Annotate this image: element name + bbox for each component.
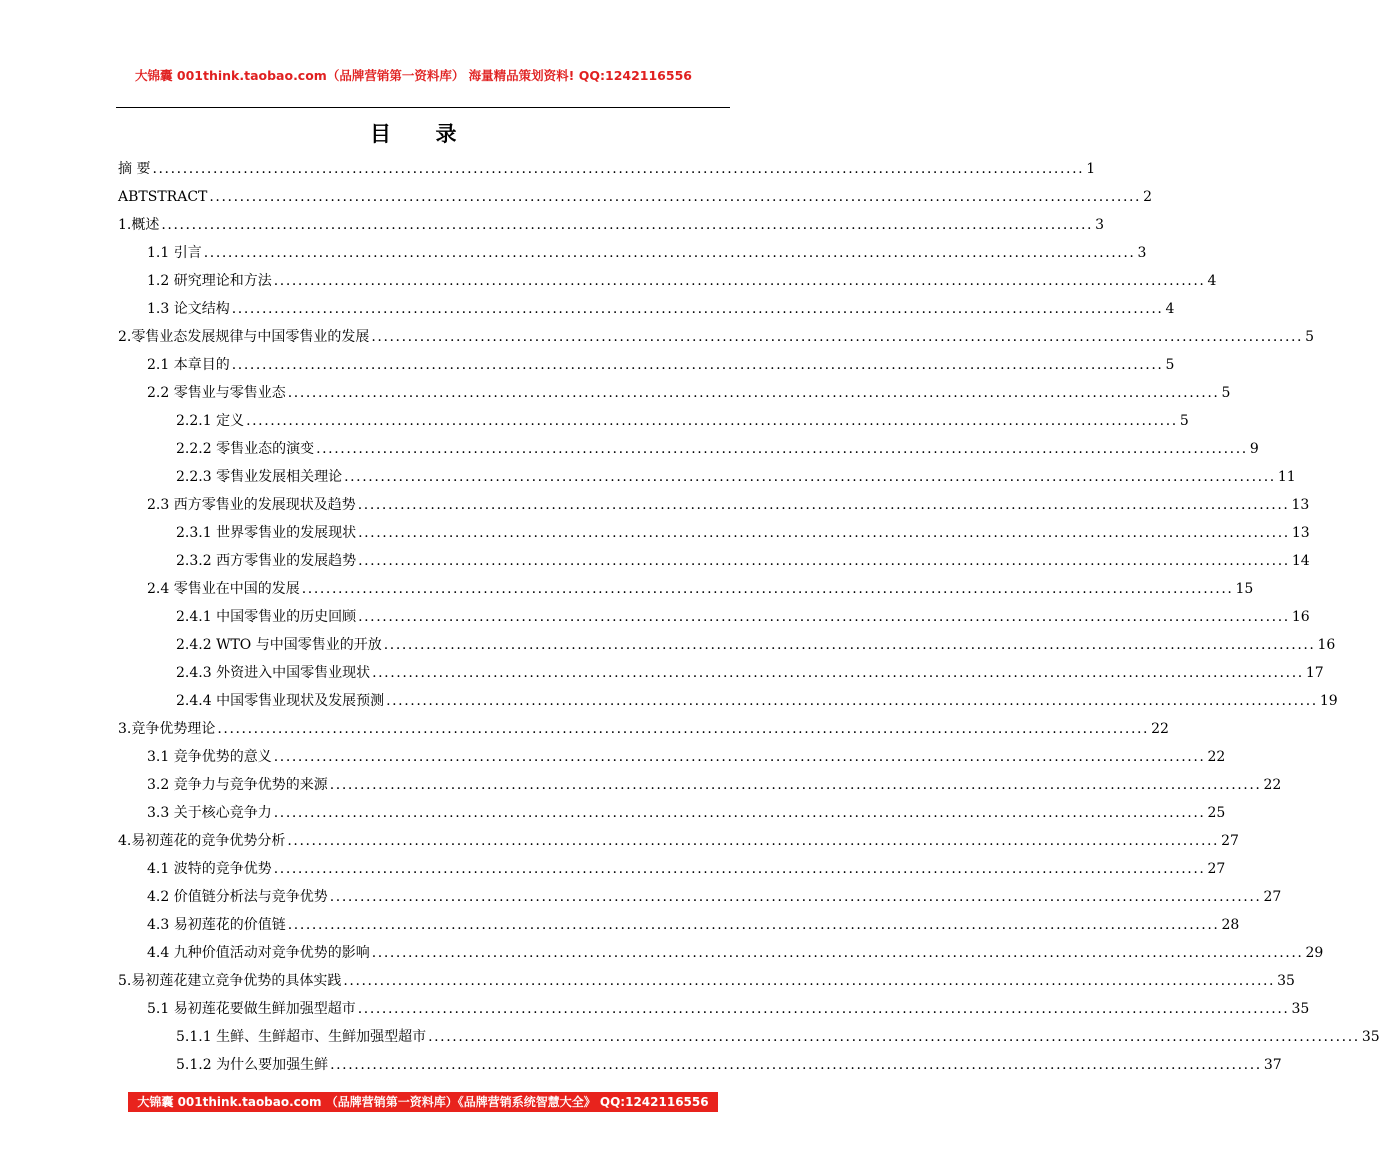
- toc-page-number: 13: [1291, 525, 1310, 541]
- toc-entry[interactable]: [118, 519, 1310, 547]
- toc-dot-leader: ..........................................................................................................................................................: [161, 217, 1094, 233]
- toc-entry[interactable]: [118, 995, 1310, 1023]
- toc-entry-title: 2.4.3 外资进入中国零售业现状: [176, 665, 371, 681]
- toc-entry[interactable]: [118, 183, 1153, 211]
- toc-dot-leader: ..........................................................................................................................................................: [357, 497, 1290, 513]
- toc-entry[interactable]: [118, 631, 1336, 659]
- toc-entry-title: ABTSTRACT: [118, 189, 208, 205]
- toc-entry-title: 2.3.2 西方零售业的发展趋势: [176, 553, 357, 569]
- toc-dot-leader: ..........................................................................................................................................................: [371, 945, 1304, 961]
- toc-dot-leader: ..........................................................................................................................................................: [428, 1029, 1360, 1045]
- toc-dot-leader: ..........................................................................................................................................................: [329, 777, 1262, 793]
- toc-entry[interactable]: [118, 435, 1259, 463]
- toc-entry-title: 5.易初莲花建立竞争优势的具体实践: [118, 973, 342, 989]
- toc-entry-title: 4.2 价值链分析法与竞争优势: [147, 889, 328, 905]
- toc-page-number: 27: [1207, 861, 1226, 877]
- toc-page-number: 27: [1263, 889, 1282, 905]
- toc-entry[interactable]: [118, 827, 1239, 855]
- toc-entry[interactable]: [118, 939, 1324, 967]
- toc-entry-title: 3.竞争优势理论: [118, 721, 216, 737]
- toc-entry-title: 3.2 竞争力与竞争优势的来源: [147, 777, 328, 793]
- toc-entry[interactable]: [118, 883, 1282, 911]
- toc-entry[interactable]: [118, 155, 1096, 183]
- toc-dot-leader: ..........................................................................................................................................................: [231, 301, 1164, 317]
- toc-entry-title: 2.4.4 中国零售业现状及发展预测: [176, 693, 385, 709]
- footer-ad-banner: 大锦囊 001think.taobao.com （品牌营销第一资料库）《品牌营销系统智慧大全》 QQ:1242116556: [128, 1092, 718, 1112]
- toc-dot-leader: ..........................................................................................................................................................: [152, 161, 1085, 177]
- toc-entry-title: 5.1.2 为什么要加强生鲜: [176, 1057, 329, 1073]
- toc-page-number: 35: [1361, 1029, 1380, 1045]
- toc-page-number: 29: [1305, 945, 1324, 961]
- toc-entry[interactable]: [118, 771, 1282, 799]
- toc-entry[interactable]: [118, 351, 1175, 379]
- toc-page-number: 19: [1319, 693, 1338, 709]
- toc-entry-title: 4.易初莲花的竞争优势分析: [118, 833, 286, 849]
- toc-dot-leader: ..........................................................................................................................................................: [357, 1001, 1290, 1017]
- toc-entry[interactable]: [118, 799, 1226, 827]
- toc-entry-title: 1.3 论文结构: [147, 301, 230, 317]
- toc-page-number: 9: [1249, 441, 1259, 457]
- toc-dot-leader: ..........................................................................................................................................................: [273, 273, 1206, 289]
- toc-entry[interactable]: [118, 379, 1231, 407]
- toc-entry[interactable]: [118, 323, 1315, 351]
- toc-entry[interactable]: [118, 603, 1310, 631]
- toc-dot-leader: ..........................................................................................................................................................: [358, 553, 1290, 569]
- toc-dot-leader: ..........................................................................................................................................................: [372, 665, 1304, 681]
- toc-entry-title: 3.3 关于核心竞争力: [147, 805, 272, 821]
- toc-page-number: 3: [1095, 217, 1105, 233]
- toc-entry-title: 2.2.1 定义: [176, 413, 245, 429]
- toc-page-number: 27: [1221, 833, 1239, 849]
- toc-entry-title: 5.1 易初莲花要做生鲜加强型超市: [147, 1001, 356, 1017]
- toc-page-number: 17: [1305, 665, 1324, 681]
- toc-page-number: 28: [1221, 917, 1240, 933]
- toc-dot-leader: ..........................................................................................................................................................: [330, 1057, 1262, 1073]
- toc-dot-leader: ..........................................................................................................................................................: [273, 861, 1206, 877]
- toc-entry-title: 4.3 易初莲花的价值链: [147, 917, 286, 933]
- toc-page-number: 14: [1291, 553, 1310, 569]
- toc-dot-leader: ..........................................................................................................................................................: [287, 385, 1220, 401]
- toc-entry[interactable]: [118, 687, 1338, 715]
- toc-page-number: 25: [1207, 805, 1226, 821]
- toc-entry-title: 5.1.1 生鲜、生鲜超市、生鲜加强型超市: [176, 1029, 427, 1045]
- toc-entry-title: 1.概述: [118, 217, 160, 233]
- toc-entry-title: 2.零售业态发展规律与中国零售业的发展: [118, 329, 370, 345]
- toc-dot-leader: ..........................................................................................................................................................: [246, 413, 1178, 429]
- toc-entry[interactable]: [118, 211, 1105, 239]
- toc-entry-title: 2.4.1 中国零售业的历史回顾: [176, 609, 357, 625]
- toc-page-number: 5: [1305, 329, 1315, 345]
- toc-entry[interactable]: [118, 547, 1310, 575]
- toc-entry-title: 2.1 本章目的: [147, 357, 230, 373]
- toc-entry-title: 4.1 波特的竞争优势: [147, 861, 272, 877]
- header-ad-text: 大锦囊 001think.taobao.com（品牌营销第一资料库） 海量精品策划资料! QQ:1242116556: [135, 68, 692, 83]
- toc-page-number: 4: [1165, 301, 1175, 317]
- toc-dot-leader: ..........................................................................................................................................................: [209, 189, 1142, 205]
- toc-entry[interactable]: [118, 743, 1226, 771]
- toc-page-number: 16: [1317, 637, 1336, 653]
- title-char-right: 录: [435, 121, 457, 146]
- toc-dot-leader: ..........................................................................................................................................................: [329, 889, 1262, 905]
- toc-dot-leader: ..........................................................................................................................................................: [287, 833, 1220, 849]
- toc-entry-title: 3.1 竞争优势的意义: [147, 749, 272, 765]
- toc-dot-leader: ..........................................................................................................................................................: [217, 721, 1150, 737]
- toc-entry-title: 2.2.3 零售业发展相关理论: [176, 469, 343, 485]
- toc-page-number: 35: [1291, 1001, 1310, 1017]
- page-title: [0, 118, 827, 148]
- toc-page-number: 4: [1207, 273, 1217, 289]
- toc-dot-leader: ..........................................................................................................................................................: [358, 609, 1290, 625]
- toc-dot-leader: ..........................................................................................................................................................: [273, 749, 1206, 765]
- toc-entry[interactable]: [118, 911, 1240, 939]
- toc-page-number: 15: [1235, 581, 1254, 597]
- toc-entry-title: 2.3 西方零售业的发展现状及趋势: [147, 497, 356, 513]
- toc-dot-leader: ..........................................................................................................................................................: [287, 917, 1220, 933]
- toc-entry-title: 1.2 研究理论和方法: [147, 273, 272, 289]
- toc-entry[interactable]: [118, 491, 1310, 519]
- toc-page-number: 13: [1291, 497, 1310, 513]
- toc-entry-title: 2.2 零售业与零售业态: [147, 385, 286, 401]
- toc-dot-leader: ..........................................................................................................................................................: [203, 245, 1136, 261]
- toc-dot-leader: ..........................................................................................................................................................: [301, 581, 1234, 597]
- title-char-left: 目: [370, 121, 392, 146]
- header-divider: [116, 107, 730, 108]
- toc-entry-title: 4.4 九种价值活动对竞争优势的影响: [147, 945, 370, 961]
- toc-page-number: 16: [1291, 609, 1310, 625]
- toc-dot-leader: ..........................................................................................................................................................: [316, 441, 1248, 457]
- toc-dot-leader: ..........................................................................................................................................................: [343, 973, 1276, 989]
- toc-dot-leader: ..........................................................................................................................................................: [383, 637, 1316, 653]
- toc-dot-leader: ..........................................................................................................................................................: [231, 357, 1164, 373]
- toc-entry[interactable]: [118, 967, 1295, 995]
- toc-entry[interactable]: [118, 463, 1296, 491]
- toc-page-number: 5: [1165, 357, 1175, 373]
- toc-dot-leader: ..........................................................................................................................................................: [358, 525, 1290, 541]
- toc-dot-leader: ..........................................................................................................................................................: [371, 329, 1304, 345]
- table-of-contents: [118, 155, 1380, 1079]
- toc-page-number: 1: [1086, 161, 1096, 177]
- toc-entry[interactable]: [118, 407, 1189, 435]
- toc-entry[interactable]: [118, 267, 1217, 295]
- toc-page-number: 2: [1143, 189, 1153, 205]
- toc-page-number: 22: [1151, 721, 1169, 737]
- toc-page-number: 11: [1277, 469, 1296, 485]
- toc-entry-title: 摘 要: [118, 161, 151, 177]
- toc-entry-title: 2.4 零售业在中国的发展: [147, 581, 300, 597]
- toc-entry[interactable]: [118, 575, 1254, 603]
- toc-entry[interactable]: [118, 715, 1169, 743]
- toc-page-number: 5: [1179, 413, 1189, 429]
- toc-page-number: 35: [1277, 973, 1295, 989]
- toc-dot-leader: ..........................................................................................................................................................: [386, 693, 1318, 709]
- toc-entry[interactable]: [118, 1051, 1282, 1079]
- toc-entry[interactable]: [118, 855, 1226, 883]
- toc-page-number: 5: [1221, 385, 1231, 401]
- toc-entry-title: 1.1 引言: [147, 245, 202, 261]
- toc-entry[interactable]: [118, 659, 1324, 687]
- toc-page-number: 22: [1207, 749, 1226, 765]
- toc-page-number: 22: [1263, 777, 1282, 793]
- toc-entry-title: 2.3.1 世界零售业的发展现状: [176, 525, 357, 541]
- toc-entry[interactable]: [118, 1023, 1380, 1051]
- toc-page-number: 3: [1137, 245, 1147, 261]
- toc-entry-title: 2.2.2 零售业态的演变: [176, 441, 315, 457]
- toc-dot-leader: ..........................................................................................................................................................: [273, 805, 1206, 821]
- toc-entry-title: 2.4.2 WTO 与中国零售业的开放: [176, 637, 382, 653]
- toc-entry[interactable]: [118, 239, 1147, 267]
- toc-page-number: 37: [1263, 1057, 1282, 1073]
- toc-dot-leader: ..........................................................................................................................................................: [344, 469, 1276, 485]
- toc-entry[interactable]: [118, 295, 1175, 323]
